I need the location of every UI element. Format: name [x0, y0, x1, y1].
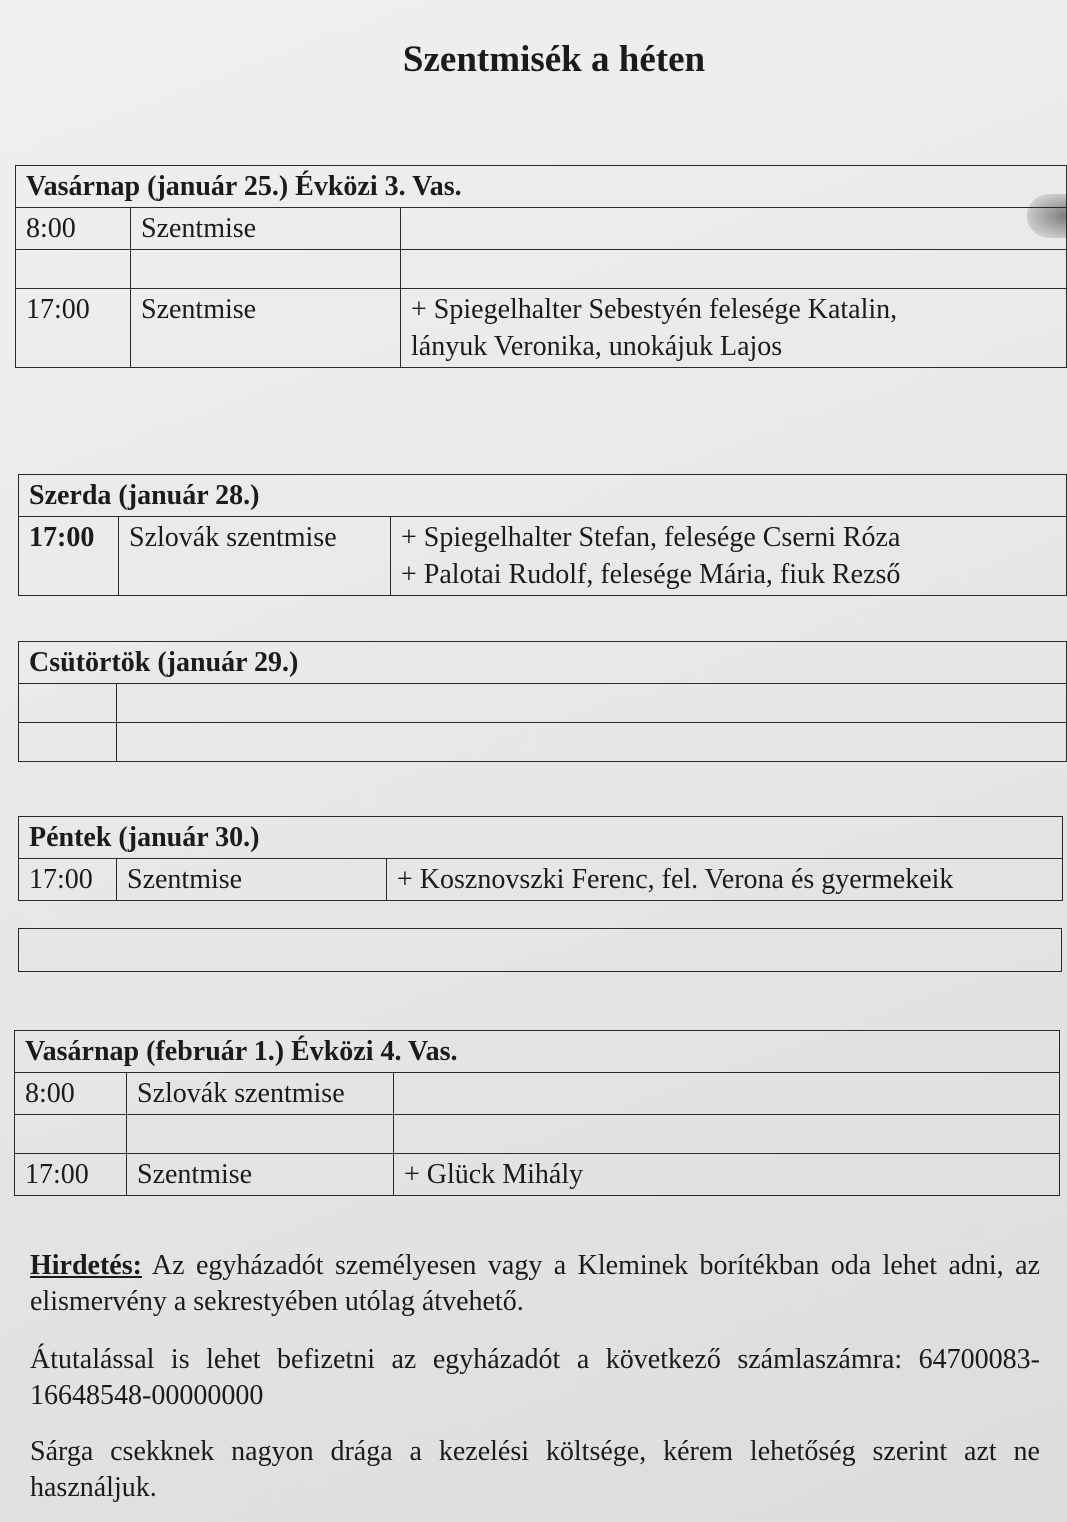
mass-time: 8:00 — [15, 1073, 127, 1115]
day-block-sunday-jan25 — [15, 165, 1067, 368]
mass-time — [19, 684, 117, 723]
notice-text: Az egyházadót személyesen vagy a Kleminek borítékban oda lehet adni, az elismervény a sekrestyében utólag átvehető. — [30, 1250, 1040, 1317]
mass-time: 17:00 — [16, 289, 131, 368]
day-block-thursday-jan29 — [18, 641, 1067, 762]
day-header: Csütörtök (január 29.) — [19, 642, 1067, 684]
mass-type — [127, 1115, 394, 1154]
mass-intention: + Spiegelhalter Stefan, felesége Cserni Róza + Palotai Rudolf, felesége Mária, fiuk Rezső — [391, 517, 1067, 596]
mass-time — [19, 723, 117, 762]
day-block-sunday-feb1 — [14, 1030, 1060, 1196]
mass-time — [16, 250, 131, 289]
mass-type: Szlovák szentmise — [119, 517, 391, 596]
mass-intention — [401, 250, 1067, 289]
mass-type: Szentmise — [131, 289, 401, 368]
day-header: Péntek (január 30.) — [19, 817, 1063, 859]
day-header: Vasárnap (február 1.) Évközi 4. Vas. — [15, 1031, 1060, 1073]
mass-intention — [401, 208, 1067, 250]
mass-time: 17:00 — [19, 859, 117, 901]
day-header: Szerda (január 28.) — [19, 475, 1067, 517]
mass-intention — [394, 1073, 1060, 1115]
mass-type: Szlovák szentmise — [127, 1073, 394, 1115]
empty-box — [18, 928, 1062, 972]
day-block-wednesday-jan28 — [18, 474, 1067, 596]
notice-paragraph-1 — [30, 1248, 1040, 1320]
mass-intention — [117, 684, 1067, 723]
notice-paragraph-3: Sárga csekknek nagyon drága a kezelési költsége, kérem lehetőség szerint azt ne használjuk. — [30, 1436, 1040, 1503]
mass-intention: + Spiegelhalter Sebestyén felesége Katalin, lányuk Veronika, unokájuk Lajos — [401, 289, 1067, 368]
mass-time: 17:00 — [15, 1154, 127, 1196]
mass-type: Szentmise — [127, 1154, 394, 1196]
day-header: Vasárnap (január 25.) Évközi 3. Vas. — [16, 166, 1067, 208]
mass-time: 8:00 — [16, 208, 131, 250]
mass-intention — [394, 1115, 1060, 1154]
mass-type: Szentmise — [131, 208, 401, 250]
mass-intention: + Glück Mihály — [394, 1154, 1060, 1196]
mass-time — [15, 1115, 127, 1154]
mass-type: Szentmise — [117, 859, 387, 901]
mass-intention — [117, 723, 1067, 762]
day-block-friday-jan30 — [18, 816, 1063, 901]
notice-paragraph-2: Átutalással is lehet befizetni az egyházadót a következő számlaszámra: 64700083-16648548-00000000 — [30, 1344, 1040, 1411]
notice-label: Hirdetés: — [30, 1250, 142, 1281]
page-title: Szentmisék a héten — [402, 39, 706, 80]
mass-time: 17:00 — [19, 517, 119, 596]
mass-intention: + Kosznovszki Ferenc, fel. Verona és gyermekeik — [387, 859, 1063, 901]
mass-type — [131, 250, 401, 289]
